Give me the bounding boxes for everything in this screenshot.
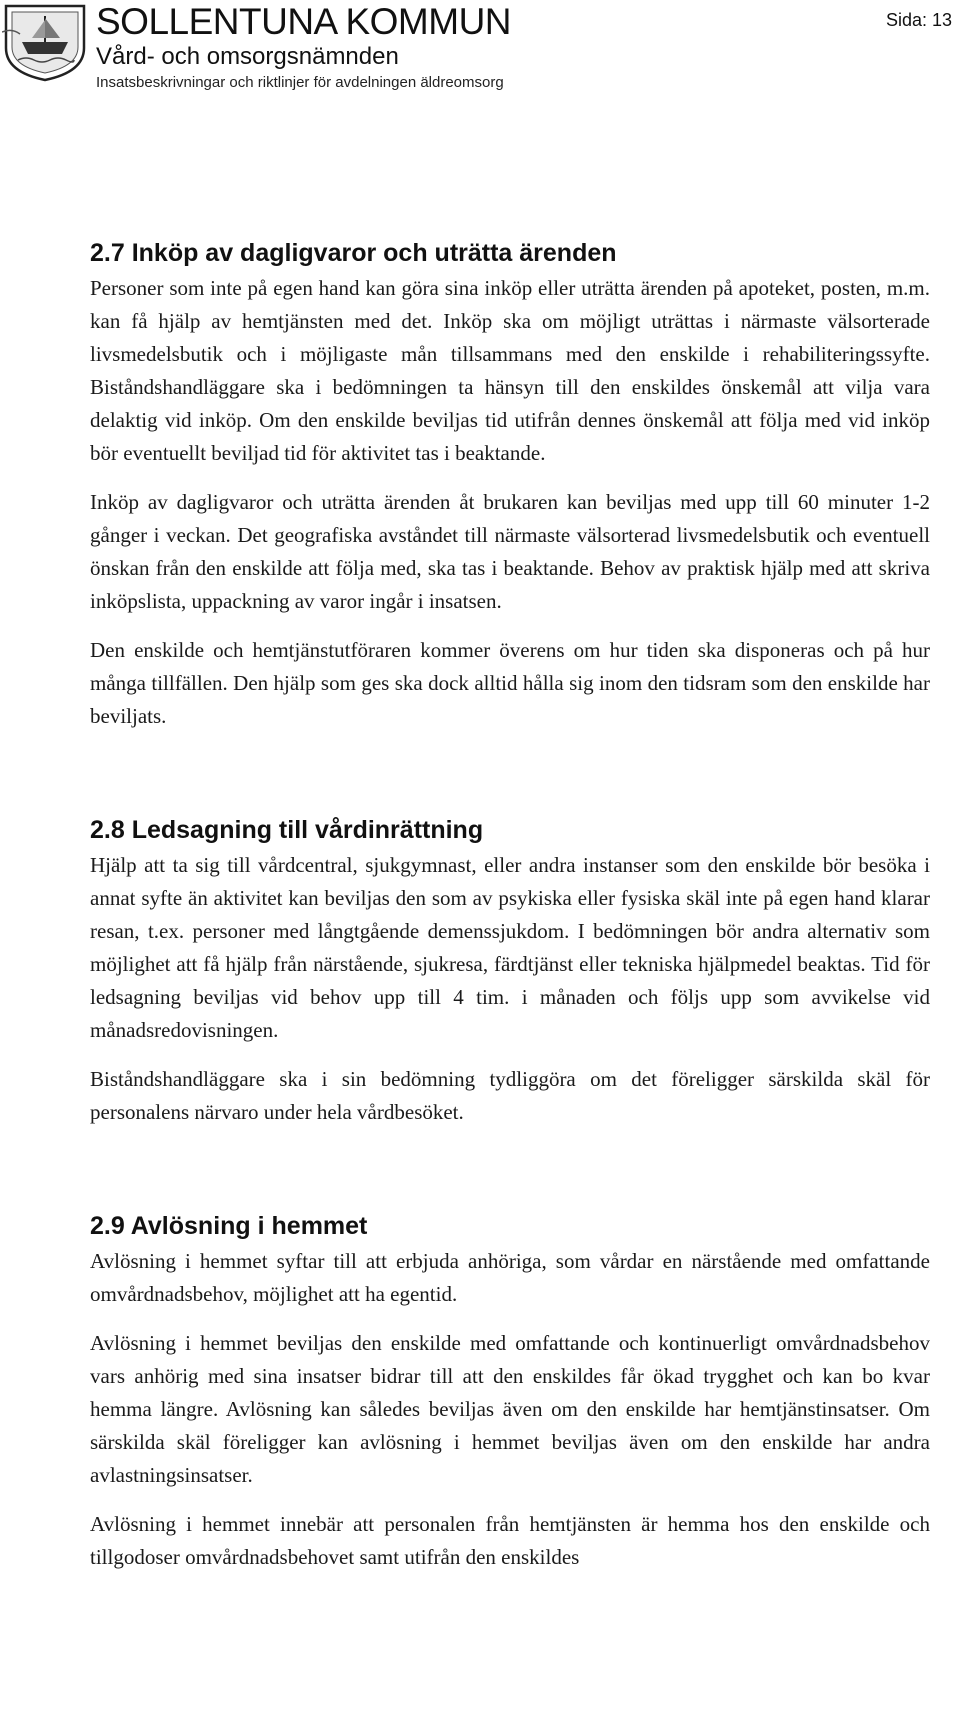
page-header (0, 0, 960, 110)
organization-name: SOLLENTUNA KOMMUN (96, 1, 512, 42)
paragraph: Avlösning i hemmet beviljas den enskilde med omfattande och kontinuerligt omvårdnadsbehov vars anhörig med sina insatser bidrar till att den enskildes får ökad trygghet och kan bo kvar hemma längre. Avlösning kan således beviljas även om den enskilde har hemtjänstinsatser. Om särskilda skäl föreligger kan avlösning i hemmet beviljas även om den enskilde har andra avlastningsinsatser. (90, 1331, 930, 1487)
section-2-7 (90, 236, 930, 733)
document-description: Insatsbeskrivningar och riktlinjer för avdelningen äldreomsorg (96, 74, 504, 91)
section-2-8 (90, 813, 930, 1129)
coat-of-arms-icon (2, 2, 88, 82)
committee-name: Vård- och omsorgsnämnden (96, 43, 399, 70)
paragraph: Den enskilde och hemtjänstutföraren kommer överens om hur tiden ska disponeras och på hur många tillfällen. Den hjälp som ges ska dock alltid hålla sig inom den tidsram som den enskilde har beviljats. (90, 638, 930, 728)
paragraph: Inköp av dagligvaror och uträtta ärenden åt brukaren kan beviljas med upp till 60 minuter 1-2 gånger i veckan. Det geografiska avståndet till närmaste välsorterad livsmedelsbutik och eventuell önskan från den enskilde att följa med, ska tas i beaktande. Behov av praktisk hjälp med att skriva inköpslista, uppackning av varor ingår i insatsen. (90, 490, 930, 613)
paragraph: Hjälp att ta sig till vårdcentral, sjukgymnast, eller andra instanser som den enskilde bör besöka i annat syfte än aktivitet kan beviljas den som av psykiska eller fysiska skäl inte på egen hand klarar resan, t.ex. personer med långtgående demenssjukdom. I bedömningen bör andra alternativ som möjlighet att få hjälp från närstående, sjukresa, färdtjänst eller tekniska hjälpmedel beaktas. Tid för ledsagning beviljas vid behov upp till 4 tim. i månaden och följs upp som avvikelse vid månadsredovisningen. (90, 853, 930, 1042)
section-spacer (90, 749, 930, 813)
paragraph: Biståndshandläggare ska i sin bedömning tydliggöra om det föreligger särskilda skäl för personalens närvaro under hela vårdbesöket. (90, 1067, 930, 1124)
section-spacer (90, 1145, 930, 1209)
section-heading: 2.9 Avlösning i hemmet (90, 1212, 368, 1240)
paragraph: Avlösning i hemmet syftar till att erbjuda anhöriga, som vårdar en närstående med omfattande omvårdnadsbehov, möjlighet att ha egentid. (90, 1249, 930, 1306)
paragraph: Avlösning i hemmet innebär att personalen från hemtjänsten är hemma hos den enskilde och tillgodoser omvårdnadsbehovet samt utifrån den enskildes (90, 1512, 930, 1569)
section-heading: 2.7 Inköp av dagligvaror och uträtta ärenden (90, 239, 617, 267)
section-2-9 (90, 1209, 930, 1574)
section-heading: 2.8 Ledsagning till vårdinrättning (90, 816, 484, 844)
document-body (90, 236, 930, 1590)
paragraph: Personer som inte på egen hand kan göra sina inköp eller uträtta ärenden på apoteket, posten, m.m. kan få hjälp av hemtjänsten med det. Inköp ska om möjligt uträttas i närmaste välsorterade livsmedelsbutik och i möjligaste mån tillsammans med den enskilde i rehabiliteringssyfte. Biståndshandläggare ska i bedömningen ta hänsyn till den enskildes önskemål att vilja vara delaktig vid inköp. Om den enskilde beviljas tid utifrån dennes önskemål att följa med vid inköp bör eventuellt beviljad tid för aktivitet tas i beaktande. (90, 276, 930, 465)
page-number: Sida: 13 (885, 10, 952, 30)
